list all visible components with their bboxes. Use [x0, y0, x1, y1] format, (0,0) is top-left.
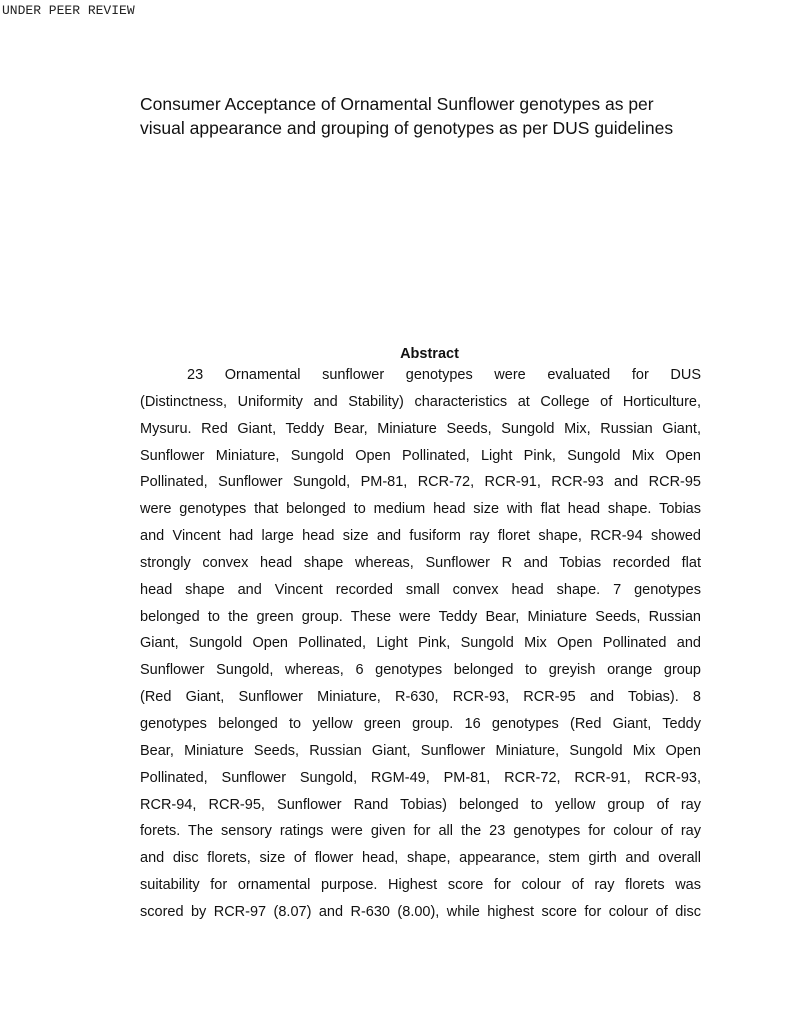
abstract-line: (Red Giant, Sunflower Miniature, R-630, RCR-93, RCR-95 and Tobias). 8: [140, 689, 701, 706]
abstract-line: Bear, Miniature Seeds, Russian Giant, Sunflower Miniature, Sungold Mix Open: [140, 742, 701, 759]
abstract-heading: Abstract: [400, 346, 459, 362]
abstract-line: Sunflower Miniature, Sungold Open Pollinated, Light Pink, Sungold Mix Open: [140, 447, 701, 464]
abstract-line: 23 Ornamental sunflower genotypes were evaluated for DUS: [187, 367, 701, 383]
watermark: UNDER PEER REVIEW: [2, 3, 135, 18]
abstract-line: suitability for ornamental purpose. Highest score for colour of ray florets was: [140, 877, 701, 894]
abstract-line: Pollinated, Sunflower Sungold, PM-81, RCR-72, RCR-91, RCR-93 and RCR-95: [140, 474, 701, 491]
abstract-line: were genotypes that belonged to medium head size with flat head shape. Tobias: [140, 501, 701, 518]
abstract-line: and disc florets, size of flower head, shape, appearance, stem girth and overall: [140, 850, 701, 867]
abstract-body: [140, 362, 701, 926]
abstract-line: (Distinctness, Uniformity and Stability) characteristics at College of Horticulture,: [140, 393, 701, 410]
abstract-line: belonged to the green group. These were Teddy Bear, Miniature Seeds, Russian: [140, 608, 701, 625]
abstract-line: head shape and Vincent recorded small convex head shape. 7 genotypes: [140, 581, 701, 598]
abstract-line: Pollinated, Sunflower Sungold, RGM-49, PM-81, RCR-72, RCR-91, RCR-93,: [140, 769, 701, 786]
abstract-line: scored by RCR-97 (8.07) and R-630 (8.00), while highest score for colour of disc: [140, 903, 701, 920]
abstract-line: forets. The sensory ratings were given for all the 23 genotypes for colour of ray: [140, 823, 701, 840]
abstract-line: and Vincent had large head size and fusiform ray floret shape, RCR-94 showed: [140, 528, 701, 545]
paper-title: [140, 92, 710, 140]
title-line: Consumer Acceptance of Ornamental Sunflower genotypes as per: [140, 94, 654, 114]
abstract-line: Giant, Sungold Open Pollinated, Light Pink, Sungold Mix Open Pollinated and: [140, 635, 701, 652]
abstract-line: Mysuru. Red Giant, Teddy Bear, Miniature Seeds, Sungold Mix, Russian Giant,: [140, 420, 701, 437]
abstract-line: Sunflower Sungold, whereas, 6 genotypes belonged to greyish orange group: [140, 662, 701, 679]
abstract-line: genotypes belonged to yellow green group. 16 genotypes (Red Giant, Teddy: [140, 715, 701, 732]
title-line: visual appearance and grouping of genotypes as per DUS guidelines: [140, 118, 674, 138]
abstract-line: RCR-94, RCR-95, Sunflower Rand Tobias) belonged to yellow group of ray: [140, 796, 701, 813]
abstract-line: strongly convex head shape whereas, Sunflower R and Tobias recorded flat: [140, 554, 701, 571]
